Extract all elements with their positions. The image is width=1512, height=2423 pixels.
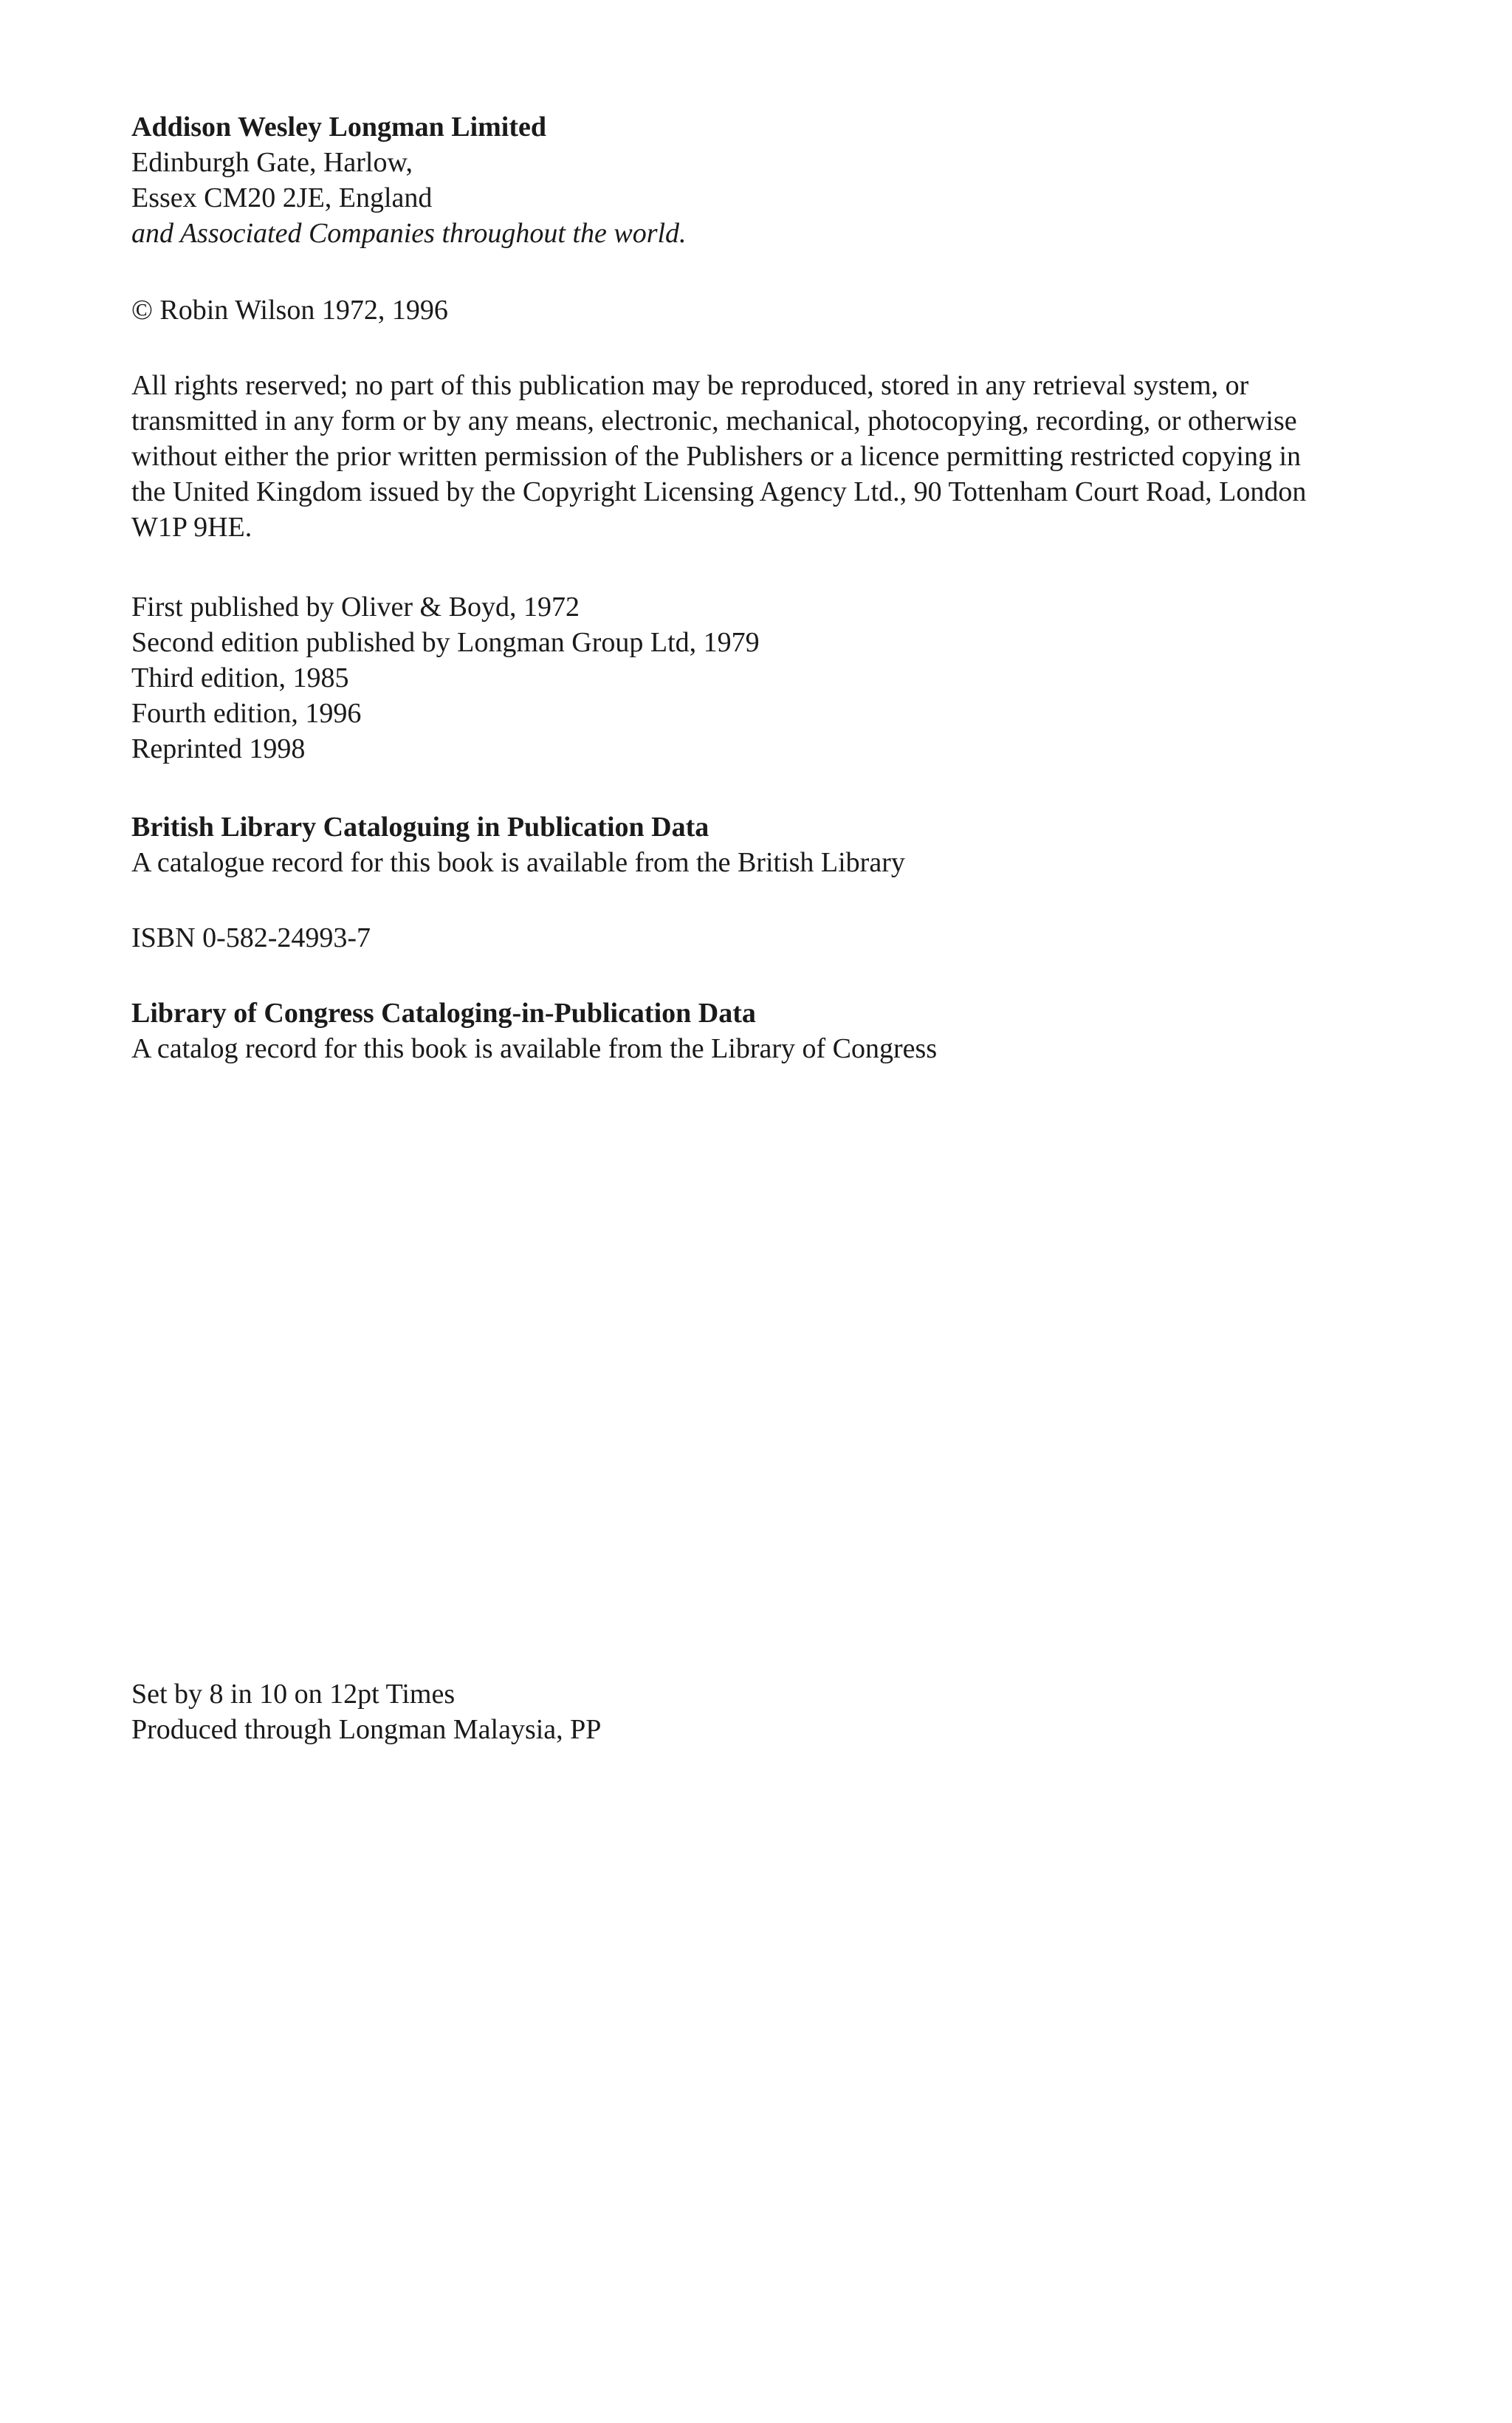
isbn: ISBN 0-582-24993-7 [131, 922, 371, 953]
copyright-block [131, 292, 1431, 328]
copyright-page [131, 109, 1431, 1066]
rights-line-3: without either the prior written permission of the Publishers or a licence permitting restricted copying in [131, 441, 1301, 472]
british-library-text: A catalogue record for this book is available from the British Library [131, 847, 905, 878]
publisher-block [131, 109, 1431, 251]
library-of-congress-heading: Library of Congress Cataloging-in-Publication Data [131, 998, 756, 1029]
colophon-production: Produced through Longman Malaysia, PP [131, 1714, 602, 1745]
rights-line-2: transmitted in any form or by any means, electronic, mechanical, photocopying, recording, or otherwise [131, 405, 1297, 436]
colophon-typesetting: Set by 8 in 10 on 12pt Times [131, 1679, 456, 1710]
publication-history [131, 589, 1431, 767]
british-library-heading: British Library Cataloguing in Publication Data [131, 812, 709, 843]
publisher-associated: and Associated Companies throughout the world. [131, 218, 687, 249]
isbn-block [131, 920, 1431, 956]
rights-line-5: W1P 9HE. [131, 512, 252, 543]
publisher-address-line2: Essex CM20 2JE, England [131, 182, 433, 213]
history-item: Second edition published by Longman Group Ltd, 1979 [131, 627, 760, 658]
copyright-notice: © Robin Wilson 1972, 1996 [131, 295, 448, 326]
history-item: Reprinted 1998 [131, 733, 306, 764]
library-of-congress-block [131, 995, 1431, 1066]
history-item: Third edition, 1985 [131, 662, 349, 693]
colophon-block [131, 1676, 601, 1747]
rights-block [131, 368, 1431, 545]
british-library-block [131, 809, 1431, 880]
history-item: Fourth edition, 1996 [131, 698, 362, 729]
rights-line-1: All rights reserved; no part of this publication may be reproduced, stored in any retrieval system, or [131, 370, 1249, 401]
library-of-congress-text: A catalog record for this book is available from the Library of Congress [131, 1033, 938, 1064]
history-item: First published by Oliver & Boyd, 1972 [131, 592, 580, 623]
publisher-address-line1: Edinburgh Gate, Harlow, [131, 147, 413, 178]
publisher-name: Addison Wesley Longman Limited [131, 112, 547, 143]
rights-line-4: the United Kingdom issued by the Copyright Licensing Agency Ltd., 90 Tottenham Court Road, London [131, 476, 1307, 507]
